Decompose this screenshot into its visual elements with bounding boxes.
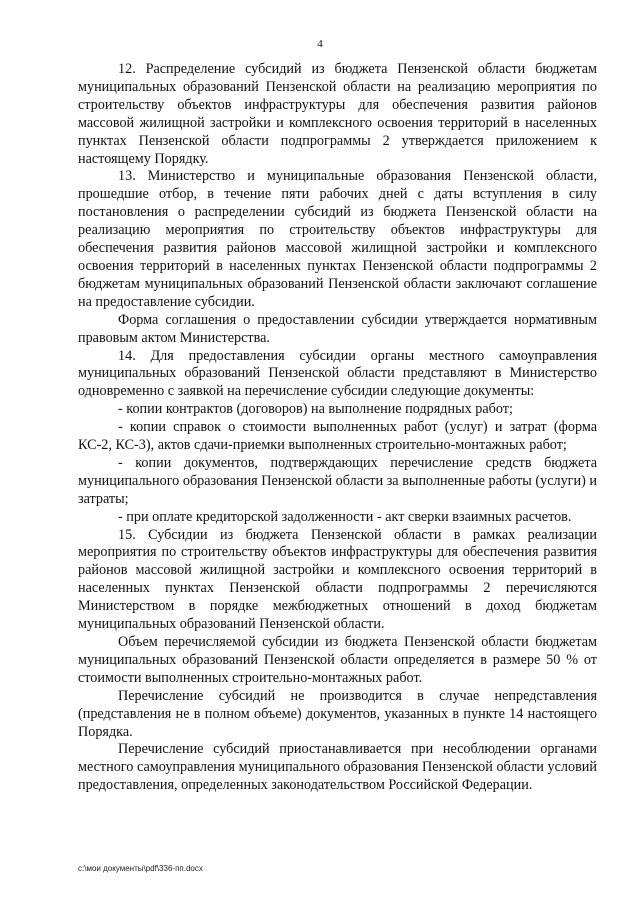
list-item-contracts: - копии контрактов (договоров) на выполнение подрядных работ; [118, 401, 513, 418]
paragraph-transfer-not-made: Перечисление субсидий не производится в случае непредставления (представления не в полном объеме) документов, указанных в пункте 14 настоящего Порядка. [78, 687, 597, 740]
list-item-cost-certificates: - копии справок о стоимости выполненных работ (услуг) и затрат (форма КС-2, КС-3), актов сдачи-приемки выполненных строительно-монтажных работ; [78, 419, 597, 454]
list-item-payment-documents: - копии документов, подтверждающих перечисление средств бюджета муниципального образования Пензенской области за выполненные работы (услуги) и затраты; [78, 454, 597, 507]
footer-file-path: c:\мои документы\pdf\336-пп.docx [78, 864, 203, 873]
page-number: 4 [317, 38, 323, 50]
paragraph-transfer-suspended: Перечисление субсидий приостанавливается при несоблюдении органами местного самоуправления муниципального образования Пензенской области условий предоставления, определенных законодательством Российской Федерации. [78, 741, 597, 794]
paragraph-15: 15. Субсидии из бюджета Пензенской области в рамках реализации мероприятия по строительству объектов инфраструктуры для обеспечения развития районов массовой жилищной застройки и комплексного освоения территорий в населенных пунктах Пензенской области подпрограммы 2 перечисляются Министерством в порядке межбюджетных отношений в доход бюджетам муниципальных образований Пензенской области. [78, 526, 597, 633]
paragraph-12: 12. Распределение субсидий из бюджета Пензенской области бюджетам муниципальных образований Пензенской области на реализацию мероприятия по строительству объектов инфраструктуры для обеспечения развития районов массовой жилищной застройки и комплексного освоения территорий в населенных пунктах Пензенской области подпрограммы 2 утверждается приложением к настоящему Порядку. [78, 61, 597, 167]
paragraph-subsidy-volume: Объем перечисляемой субсидии из бюджета Пензенской области бюджетам муниципальных образований Пензенской области определяется в размере 50 % от стоимости выполненных строительно-монтажных работ. [78, 634, 597, 686]
list-item-reconciliation-act: - при оплате кредиторской задолженности - акт сверки взаимных расчетов. [118, 508, 572, 525]
paragraph-14: 14. Для предоставления субсидии органы местного самоуправления муниципальных образований Пензенской области представляют в Министерство одновременно с заявкой на перечисление субсидии следующие документы: [78, 347, 597, 400]
paragraph-13: 13. Министерство и муниципальные образования Пензенской области, прошедшие отбор, в течение пяти рабочих дней с даты вступления в силу постановления о распределении субсидий из бюджета Пензенской области на реализацию мероприятия по строительству объектов инфраструктуры для обеспечения развития районов массовой жилищной застройки и комплексного освоения территорий в населенных пунктах Пензенской области подпрограммы 2 бюджетам муниципальных образований Пензенской области заключают соглашение на предоставление субсидии. [78, 168, 597, 310]
document-body [78, 61, 597, 795]
paragraph-agreement-form: Форма соглашения о предоставлении субсидии утверждается нормативным правовым актом Министерства. [78, 311, 597, 346]
